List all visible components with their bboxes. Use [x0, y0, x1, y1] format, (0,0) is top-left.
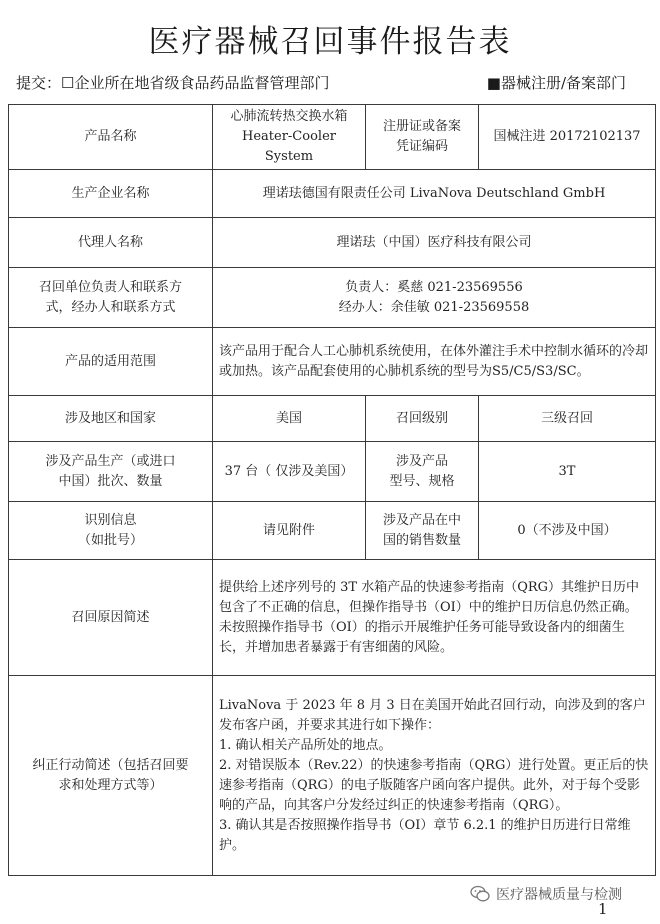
action-label: 纠正行动简述（包括召回要 求和处理方式等）: [9, 676, 213, 876]
contact-label: 召回单位负责人和联系方 式，经办人和联系方式: [9, 268, 213, 328]
page-number: 1: [598, 900, 608, 918]
table-row: [9, 396, 656, 442]
submit-to-line: 提交：☐企业所在地省级食品药品监督管理部门: [16, 74, 330, 92]
page-title: 医疗器械召回事件报告表: [148, 24, 512, 60]
region-value: 美国: [213, 396, 366, 442]
china-qty-label: 涉及产品在中 国的销售数量: [366, 502, 479, 560]
recall-report-table: [8, 104, 656, 876]
department-line: ■器械注册/备案部门: [486, 74, 626, 92]
action-value: LivaNova 于 2023 年 8 月 3 日在美国开始此召回行动，向涉及到的客户发布客户函，并要求其进行如下操作： 1. 确认相关产品所处的地点。 2. 对错误版本（Rev.22）的快速参考指南（QRG）进行处置。更正后的快速参考指南（QRG）的电子版随客户函向客户提供。此外，对于每个受影响的产品，向其客户分发经过纠正的快速参考指南（QRG）。 3. 确认其是否按照操作指导书（OI）章节 6.2.1 的维护日历进行日常维护。: [213, 676, 656, 876]
id-value: 请见附件: [213, 502, 366, 560]
batch-value: 37 台（ 仅涉及美国）: [213, 442, 366, 502]
table-row: [9, 105, 656, 170]
china-qty-value: 0（不涉及中国）: [479, 502, 656, 560]
contact-value: 负责人：奚慈 021-23569556 经办人：余佳敏 021-23569558: [213, 268, 656, 328]
reason-value: 提供给上述序列号的 3T 水箱产品的快速参考指南（QRG）其维护日历中包含了不正确的信息，但操作指导书（OI）中的维护日历信息仍然正确。 未按照操作指导书（OI）的指示开展维护任务可能导致设备内的细菌生长，并增加患者暴露于有害细菌的风险。: [213, 560, 656, 676]
table-row: [9, 560, 656, 676]
table-row: [9, 268, 656, 328]
agent-value: 理诺珐（中国）医疗科技有限公司: [213, 218, 656, 268]
recall-level-value: 三级召回: [479, 396, 656, 442]
table-row: [9, 676, 656, 876]
batch-label: 涉及产品生产（或进口 中国）批次、数量: [9, 442, 213, 502]
product-name-value: 心肺流转热交换水箱 Heater-Cooler System: [213, 105, 366, 170]
table-row: [9, 328, 656, 396]
table-row: [9, 502, 656, 560]
scope-value: 该产品用于配合人工心肺机系统使用，在体外灌注手术中控制水循环的冷却或加热。该产品配套使用的心肺机系统的型号为S5/C5/S3/SC。: [213, 328, 656, 396]
registration-value: 国械注进 20172102137: [479, 105, 656, 170]
reason-label: 召回原因简述: [9, 560, 213, 676]
id-label: 识别信息 （如批号）: [9, 502, 213, 560]
recall-level-label: 召回级别: [366, 396, 479, 442]
model-label: 涉及产品 型号、规格: [366, 442, 479, 502]
model-value: 3T: [479, 442, 656, 502]
scope-label: 产品的适用范围: [9, 328, 213, 396]
agent-label: 代理人名称: [9, 218, 213, 268]
table-row: [9, 218, 656, 268]
registration-label: 注册证或备案 凭证编码: [366, 105, 479, 170]
table-row: [9, 442, 656, 502]
watermark-text: 医疗器械质量与检测: [496, 887, 622, 903]
product-name-label: 产品名称: [9, 105, 213, 170]
table-row: [9, 170, 656, 218]
region-label: 涉及地区和国家: [9, 396, 213, 442]
manufacturer-value: 理诺珐德国有限责任公司 LivaNova Deutschland GmbH: [213, 170, 656, 218]
wechat-icon: [470, 884, 490, 904]
manufacturer-label: 生产企业名称: [9, 170, 213, 218]
